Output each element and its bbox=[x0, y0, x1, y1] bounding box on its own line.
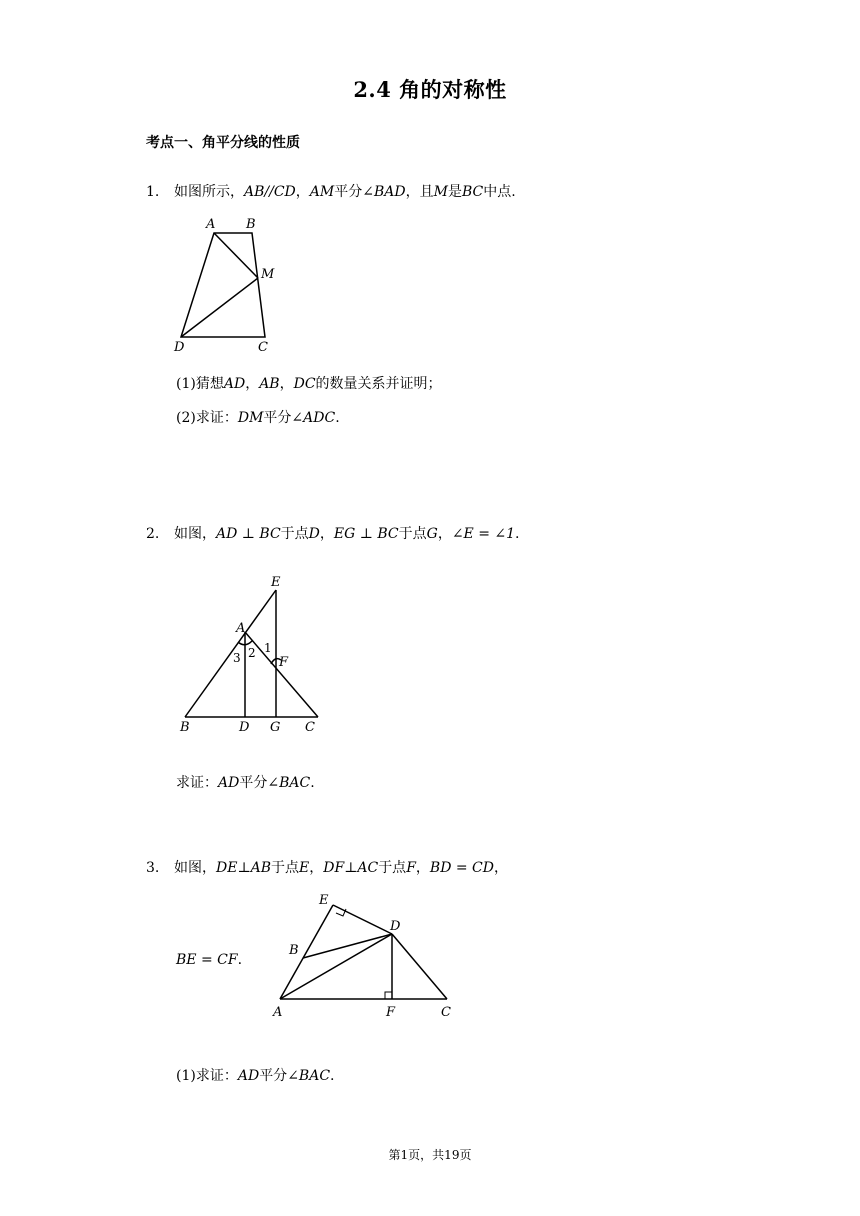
math: DF⊥AC bbox=[323, 860, 379, 876]
label-d: D bbox=[390, 919, 401, 934]
math: ∠BAD bbox=[362, 184, 406, 200]
text: 求证： bbox=[176, 775, 218, 791]
figure-2-triangle bbox=[175, 570, 335, 740]
label-a: A bbox=[273, 1005, 283, 1020]
figure-1-trapezoid bbox=[168, 212, 288, 357]
math: BD = CD bbox=[429, 860, 494, 876]
math: D bbox=[308, 526, 320, 542]
math: AD bbox=[223, 376, 246, 392]
text: ， bbox=[279, 376, 294, 392]
math: AD bbox=[237, 1068, 260, 1084]
problem-1-part-2 bbox=[176, 407, 340, 427]
sub-label: (2) bbox=[176, 410, 196, 426]
text: 猜想 bbox=[195, 376, 224, 392]
label-m: M bbox=[261, 267, 275, 282]
text: . bbox=[237, 952, 243, 968]
problem-3-continuation bbox=[176, 952, 242, 968]
math: AD ⊥ BC bbox=[216, 526, 281, 542]
text: 于点 bbox=[398, 526, 427, 542]
math: BE = CF bbox=[176, 952, 238, 968]
problem-2-prove bbox=[176, 772, 315, 792]
problem-number: 3. bbox=[146, 860, 160, 876]
text: 是 bbox=[447, 184, 462, 200]
text: 于点 bbox=[271, 860, 300, 876]
math: DC bbox=[293, 376, 316, 392]
page-title: 2.4 角的对称性 bbox=[353, 77, 507, 102]
text: 如图， bbox=[174, 860, 216, 876]
problem-number: 2. bbox=[146, 526, 160, 542]
text: 于点 bbox=[378, 860, 407, 876]
label-f: F bbox=[279, 655, 289, 670]
math: ∠ADC bbox=[291, 410, 336, 426]
label-e: E bbox=[271, 575, 281, 590]
math: M bbox=[433, 184, 448, 200]
text: ， bbox=[309, 860, 324, 876]
text: . bbox=[335, 410, 340, 426]
problem-1-part-1 bbox=[176, 373, 442, 393]
section-heading: 考点一、角平分线的性质 bbox=[146, 135, 300, 151]
label-d: D bbox=[174, 340, 185, 355]
text: 于点 bbox=[280, 526, 309, 542]
sub-label: (1) bbox=[176, 376, 196, 392]
math: F bbox=[406, 860, 416, 876]
label-d: D bbox=[239, 720, 250, 735]
text: 中点. bbox=[483, 184, 516, 200]
label-c: C bbox=[305, 720, 315, 735]
text: . bbox=[330, 1068, 335, 1084]
label-a: A bbox=[236, 621, 246, 636]
math: E bbox=[299, 860, 310, 876]
problem-3-stem bbox=[146, 857, 508, 877]
text: 如图， bbox=[174, 526, 216, 542]
text: 求证： bbox=[195, 1068, 238, 1084]
label-g: G bbox=[270, 720, 281, 735]
text: ， bbox=[415, 860, 430, 876]
label-b: B bbox=[180, 720, 190, 735]
text: 如图所示， bbox=[174, 184, 244, 200]
text: ， bbox=[437, 526, 452, 542]
math: AM bbox=[309, 184, 335, 200]
math: AB bbox=[259, 376, 280, 392]
text: ， bbox=[295, 184, 310, 200]
problem-number: 1. bbox=[146, 184, 160, 200]
problem-3-part-1 bbox=[176, 1065, 334, 1085]
text: . bbox=[515, 526, 520, 542]
label-c: C bbox=[441, 1005, 451, 1020]
math: DE⊥AB bbox=[216, 860, 272, 876]
text: ，且 bbox=[405, 184, 434, 200]
math: AD bbox=[218, 775, 240, 791]
text: 平分 bbox=[334, 184, 363, 200]
math: BC bbox=[461, 184, 484, 200]
label-e: E bbox=[319, 893, 329, 908]
sub-label: (1) bbox=[176, 1068, 196, 1084]
label-angle-2: 2 bbox=[248, 646, 256, 660]
label-f: F bbox=[386, 1005, 396, 1020]
math: EG ⊥ BC bbox=[333, 526, 399, 542]
text: . bbox=[310, 775, 315, 791]
math: G bbox=[426, 526, 438, 542]
math: AB//CD bbox=[244, 184, 296, 200]
text: ， bbox=[494, 860, 508, 876]
figure-3-triangle bbox=[265, 888, 465, 1028]
label-b: B bbox=[246, 217, 256, 232]
math: DM bbox=[237, 410, 264, 426]
math: ∠BAC bbox=[287, 1068, 331, 1084]
text: ， bbox=[319, 526, 334, 542]
label-angle-3: 3 bbox=[233, 651, 241, 665]
problem-1-stem bbox=[146, 181, 516, 201]
text: 平分 bbox=[263, 410, 292, 426]
text: 平分 bbox=[239, 775, 268, 791]
text: 平分 bbox=[259, 1068, 288, 1084]
text: 的数量关系并证明； bbox=[315, 376, 442, 392]
text: ， bbox=[245, 376, 260, 392]
page-footer: 第1页，共19页 bbox=[388, 1148, 472, 1162]
problem-2-stem bbox=[146, 523, 520, 543]
label-angle-1: 1 bbox=[264, 641, 272, 655]
label-c: C bbox=[258, 340, 268, 355]
math: ∠BAC bbox=[267, 775, 311, 791]
math: ∠E = ∠1 bbox=[451, 526, 516, 542]
text: 求证： bbox=[195, 410, 238, 426]
label-a: A bbox=[206, 217, 216, 232]
label-b: B bbox=[289, 943, 299, 958]
